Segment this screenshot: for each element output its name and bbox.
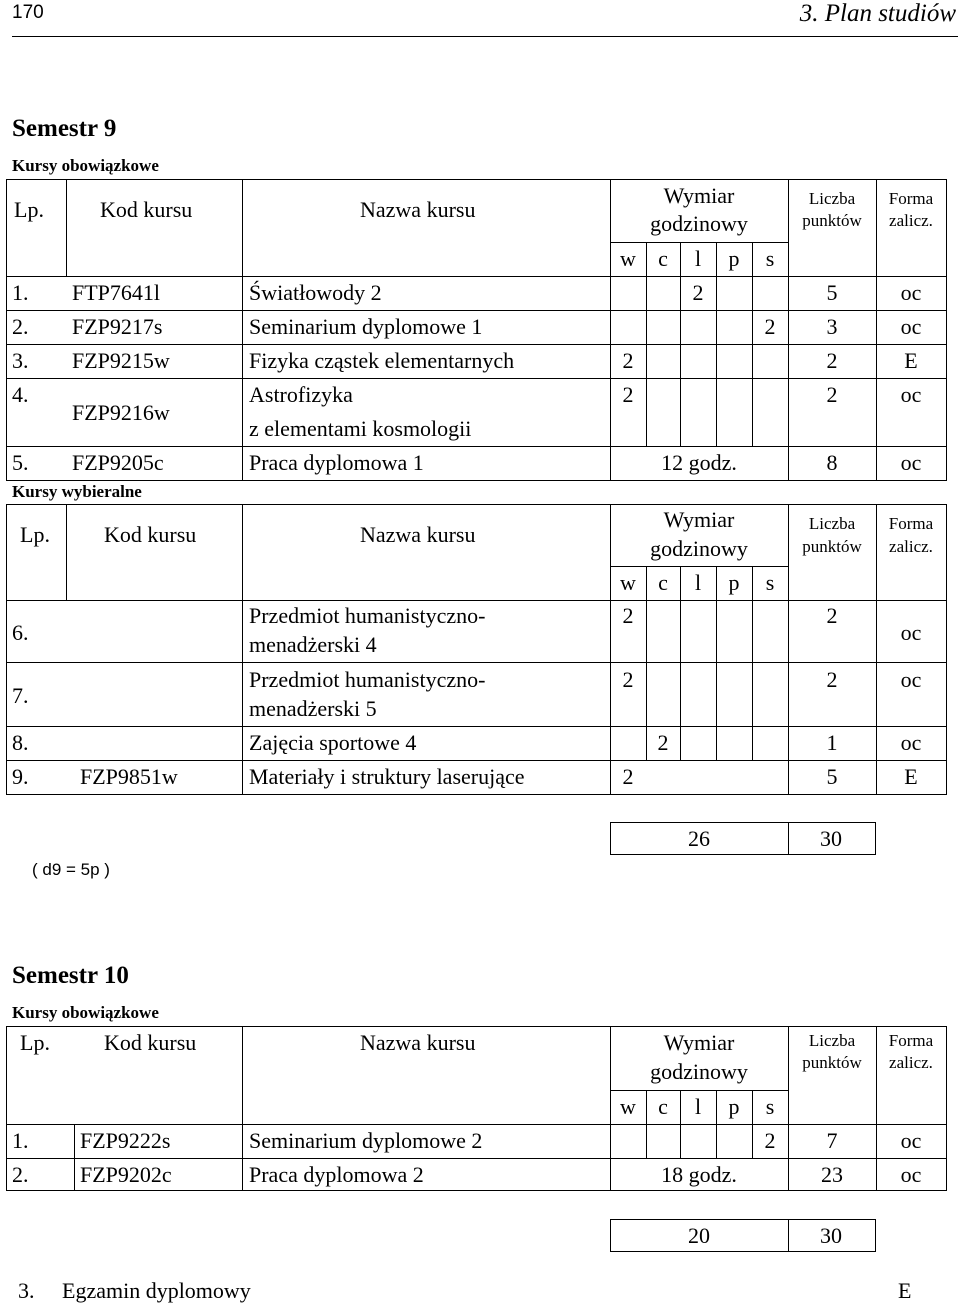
row-lp: 2. [12, 314, 29, 339]
row-hours: 12 godz. [661, 450, 737, 475]
semester-9-title: Semestr 9 [12, 115, 117, 142]
col-l: l [694, 1094, 702, 1119]
row-nazwa-line2: menadżerski 5 [249, 696, 377, 721]
sem10-total-hours: 20 [688, 1223, 710, 1248]
row-s: 2 [764, 1128, 776, 1153]
sem10-total-points: 30 [820, 1223, 842, 1248]
col-zalicz: zalicz. [889, 1053, 933, 1072]
row-kod: FZP9202c [80, 1162, 172, 1187]
row-lp: 7. [12, 683, 29, 708]
row-w: 2 [622, 348, 634, 373]
row-w: 2 [622, 603, 634, 628]
row-w: 2 [622, 382, 634, 407]
row-lp: 8. [12, 730, 29, 755]
col-lp: Lp. [20, 522, 50, 547]
row-points: 5 [826, 280, 838, 305]
col-c: c [658, 570, 668, 595]
row-nazwa: Materiały i struktury laserujące [249, 764, 525, 789]
header-rule [12, 36, 958, 37]
col-s: s [765, 246, 775, 271]
col-godzinowy: godzinowy [650, 211, 748, 236]
row-forma: oc [900, 1128, 922, 1153]
row-s: 2 [764, 314, 776, 339]
sem10-obligatory-label: Kursy obowiązkowe [12, 1003, 159, 1022]
col-forma: Forma [888, 189, 934, 208]
col-p: p [728, 570, 740, 595]
col-forma: Forma [888, 1031, 934, 1050]
col-nazwa: Nazwa kursu [360, 197, 476, 222]
row-nazwa: Światłowody 2 [249, 280, 382, 305]
row-points: 7 [826, 1128, 838, 1153]
sem9-total-hours: 26 [688, 826, 710, 851]
col-lp: Lp. [14, 197, 44, 222]
row-forma: E [904, 764, 918, 789]
row-points: 5 [826, 764, 838, 789]
col-wymiar: Wymiar [663, 183, 735, 208]
row-nazwa: Fizyka cząstek elementarnych [249, 348, 515, 373]
col-godzinowy: godzinowy [650, 536, 748, 561]
col-l: l [694, 570, 702, 595]
col-punktow: punktów [802, 1053, 862, 1072]
exam-forma: E [898, 1278, 912, 1303]
row-lp: 5. [12, 450, 29, 475]
col-kod: Kod kursu [104, 1030, 197, 1055]
col-punktow: punktów [802, 537, 862, 556]
row-nazwa: Praca dyplomowa 2 [249, 1162, 424, 1187]
col-zalicz: zalicz. [889, 211, 933, 230]
row-forma: oc [900, 667, 922, 692]
row-nazwa: Zajęcia sportowe 4 [249, 730, 417, 755]
col-c: c [658, 246, 668, 271]
row-forma: oc [900, 450, 922, 475]
col-liczba: Liczba [808, 1031, 856, 1050]
row-kod: FZP9222s [80, 1128, 171, 1153]
col-punktow: punktów [802, 211, 862, 230]
row-points: 23 [821, 1162, 843, 1187]
row-nazwa-line2: menadżerski 4 [249, 632, 377, 657]
row-kod: FZP9215w [72, 348, 170, 373]
row-kod: FZP9216w [72, 400, 170, 425]
row-nazwa: Praca dyplomowa 1 [249, 450, 424, 475]
col-c: c [658, 1094, 668, 1119]
row-points: 2 [826, 382, 838, 407]
row-forma: oc [900, 382, 922, 407]
row-lp: 4. [12, 382, 29, 407]
row-nazwa-line1: Astrofizyka [249, 382, 353, 407]
row-points: 8 [826, 450, 838, 475]
row-l: 2 [692, 280, 704, 305]
col-s: s [765, 570, 775, 595]
sem9-obligatory-label: Kursy obowiązkowe [12, 156, 159, 175]
row-nazwa-line2: z elementami kosmologii [249, 416, 472, 441]
row-w: 2 [622, 764, 634, 789]
row-nazwa: Seminarium dyplomowe 1 [249, 314, 483, 339]
col-w: w [620, 1094, 636, 1119]
row-hours: 18 godz. [661, 1162, 737, 1187]
col-lp: Lp. [20, 1030, 50, 1055]
row-nazwa: Seminarium dyplomowe 2 [249, 1128, 483, 1153]
row-points: 2 [826, 667, 838, 692]
row-kod: FZP9205c [72, 450, 164, 475]
row-forma: oc [900, 314, 922, 339]
row-kod: FZP9217s [72, 314, 163, 339]
row-forma: oc [900, 730, 922, 755]
row-points: 3 [826, 314, 838, 339]
col-w: w [620, 246, 636, 271]
row-points: 1 [826, 730, 838, 755]
page-number: 170 [12, 2, 44, 23]
row-lp: 6. [12, 620, 29, 645]
col-kod: Kod kursu [104, 522, 197, 547]
col-zalicz: zalicz. [889, 537, 933, 556]
row-points: 2 [826, 603, 838, 628]
row-nazwa-line1: Przedmiot humanistyczno- [249, 667, 486, 692]
col-forma: Forma [888, 514, 934, 533]
sem9-note: ( d9 = 5p ) [32, 860, 110, 879]
col-wymiar: Wymiar [663, 507, 735, 532]
col-wymiar: Wymiar [663, 1030, 735, 1055]
row-lp: 2. [12, 1162, 29, 1187]
row-points: 2 [826, 348, 838, 373]
col-godzinowy: godzinowy [650, 1059, 748, 1084]
row-forma: oc [900, 280, 922, 305]
col-nazwa: Nazwa kursu [360, 522, 476, 547]
col-s: s [765, 1094, 775, 1119]
row-kod: FTP7641l [72, 280, 161, 305]
row-lp: 1. [12, 280, 29, 305]
sem9-total-points: 30 [820, 826, 842, 851]
sem9-elective-label: Kursy wybieralne [12, 482, 142, 501]
row-forma: oc [900, 620, 922, 645]
header-title: 3. Plan studiów [799, 0, 956, 27]
col-w: w [620, 570, 636, 595]
col-liczba: Liczba [808, 189, 856, 208]
row-lp: 1. [12, 1128, 29, 1153]
col-l: l [694, 246, 702, 271]
row-lp: 3. [12, 348, 29, 373]
col-nazwa: Nazwa kursu [360, 1030, 476, 1055]
row-kod: FZP9851w [80, 764, 178, 789]
row-forma: E [904, 348, 918, 373]
exam-lp: 3. [18, 1278, 35, 1303]
col-p: p [728, 246, 740, 271]
row-w: 2 [622, 667, 634, 692]
exam-name: Egzamin dyplomowy [62, 1278, 251, 1303]
row-c: 2 [657, 730, 669, 755]
semester-10-title: Semestr 10 [12, 962, 129, 989]
col-liczba: Liczba [808, 514, 856, 533]
col-p: p [728, 1094, 740, 1119]
col-kod: Kod kursu [100, 197, 193, 222]
row-forma: oc [900, 1162, 922, 1187]
row-lp: 9. [12, 764, 29, 789]
row-nazwa-line1: Przedmiot humanistyczno- [249, 603, 486, 628]
